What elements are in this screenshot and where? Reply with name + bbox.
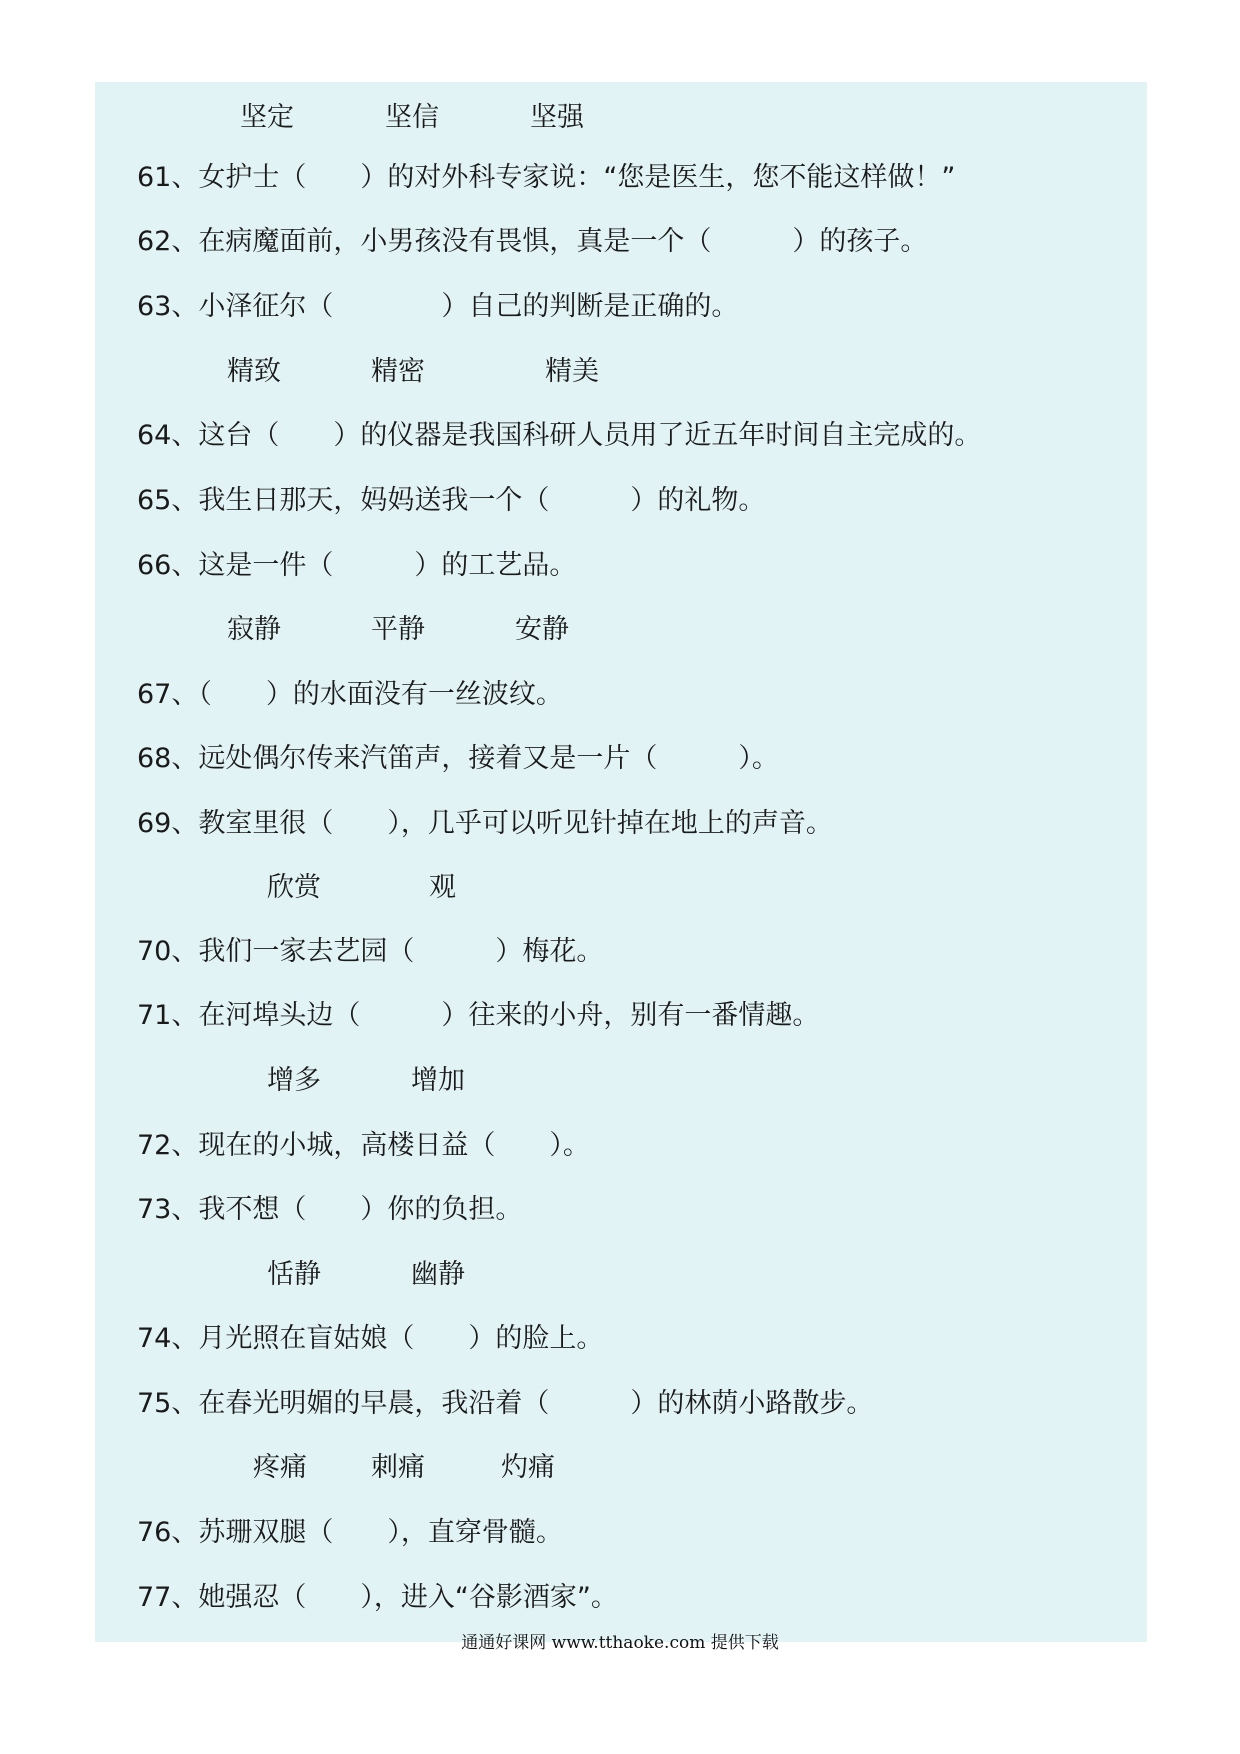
word-choice: 疼痛	[253, 1452, 307, 1483]
word-choice: 精密	[371, 356, 425, 387]
word-choice: 恬静	[267, 1259, 321, 1290]
word-choice: 平静	[371, 614, 425, 645]
question-68: 68、远处偶尔传来汽笛声，接着又是一片（ ）。	[137, 743, 779, 774]
question-74: 74、月光照在盲姑娘（ ）的脸上。	[137, 1323, 604, 1354]
word-choice: 坚信	[385, 102, 439, 133]
word-choice: 增加	[411, 1065, 465, 1096]
question-70: 70、我们一家去艺园（ ）梅花。	[137, 936, 604, 967]
question-76: 76、苏珊双腿（ ），直穿骨髓。	[137, 1517, 563, 1548]
word-choice: 增多	[267, 1065, 321, 1096]
footer-source: 通通好课网 www.tthaoke.com 提供下载	[461, 1633, 779, 1653]
question-66: 66、这是一件（ ）的工艺品。	[137, 550, 577, 581]
word-choice: 刺痛	[371, 1452, 425, 1483]
word-choice: 灼痛	[501, 1452, 555, 1483]
question-77: 77、她强忍（ ），进入“谷影酒家”。	[137, 1582, 618, 1613]
question-63: 63、小泽征尔（ ）自己的判断是正确的。	[137, 291, 739, 322]
word-choice: 精美	[545, 356, 599, 387]
question-62: 62、在病魔面前，小男孩没有畏惧，真是一个（ ）的孩子。	[137, 226, 928, 257]
word-choice: 坚强	[530, 102, 584, 133]
word-choice: 坚定	[240, 102, 294, 133]
question-67: 67、（ ）的水面没有一丝波纹。	[137, 679, 563, 710]
worksheet-panel	[95, 82, 1147, 1642]
question-64: 64、这台（ ）的仪器是我国科研人员用了近五年时间自主完成的。	[137, 420, 982, 451]
question-61: 61、女护士（ ）的对外科专家说：“您是医生，您不能这样做！”	[137, 162, 956, 193]
word-choice: 观	[429, 872, 456, 903]
question-72: 72、现在的小城，高楼日益（ ）。	[137, 1130, 590, 1161]
question-71: 71、在河埠头边（ ）往来的小舟，别有一番情趣。	[137, 1000, 820, 1031]
question-75: 75、在春光明媚的早晨，我沿着（ ）的林荫小路散步。	[137, 1388, 874, 1419]
question-73: 73、我不想（ ）你的负担。	[137, 1194, 523, 1225]
question-69: 69、教室里很（ ），几乎可以听见针掉在地上的声音。	[137, 808, 833, 839]
word-choice: 幽静	[411, 1259, 465, 1290]
word-choice: 精致	[227, 356, 281, 387]
question-65: 65、我生日那天，妈妈送我一个（ ）的礼物。	[137, 485, 766, 516]
word-choice: 安静	[515, 614, 569, 645]
word-choice: 寂静	[227, 614, 281, 645]
word-choice: 欣赏	[267, 872, 321, 903]
